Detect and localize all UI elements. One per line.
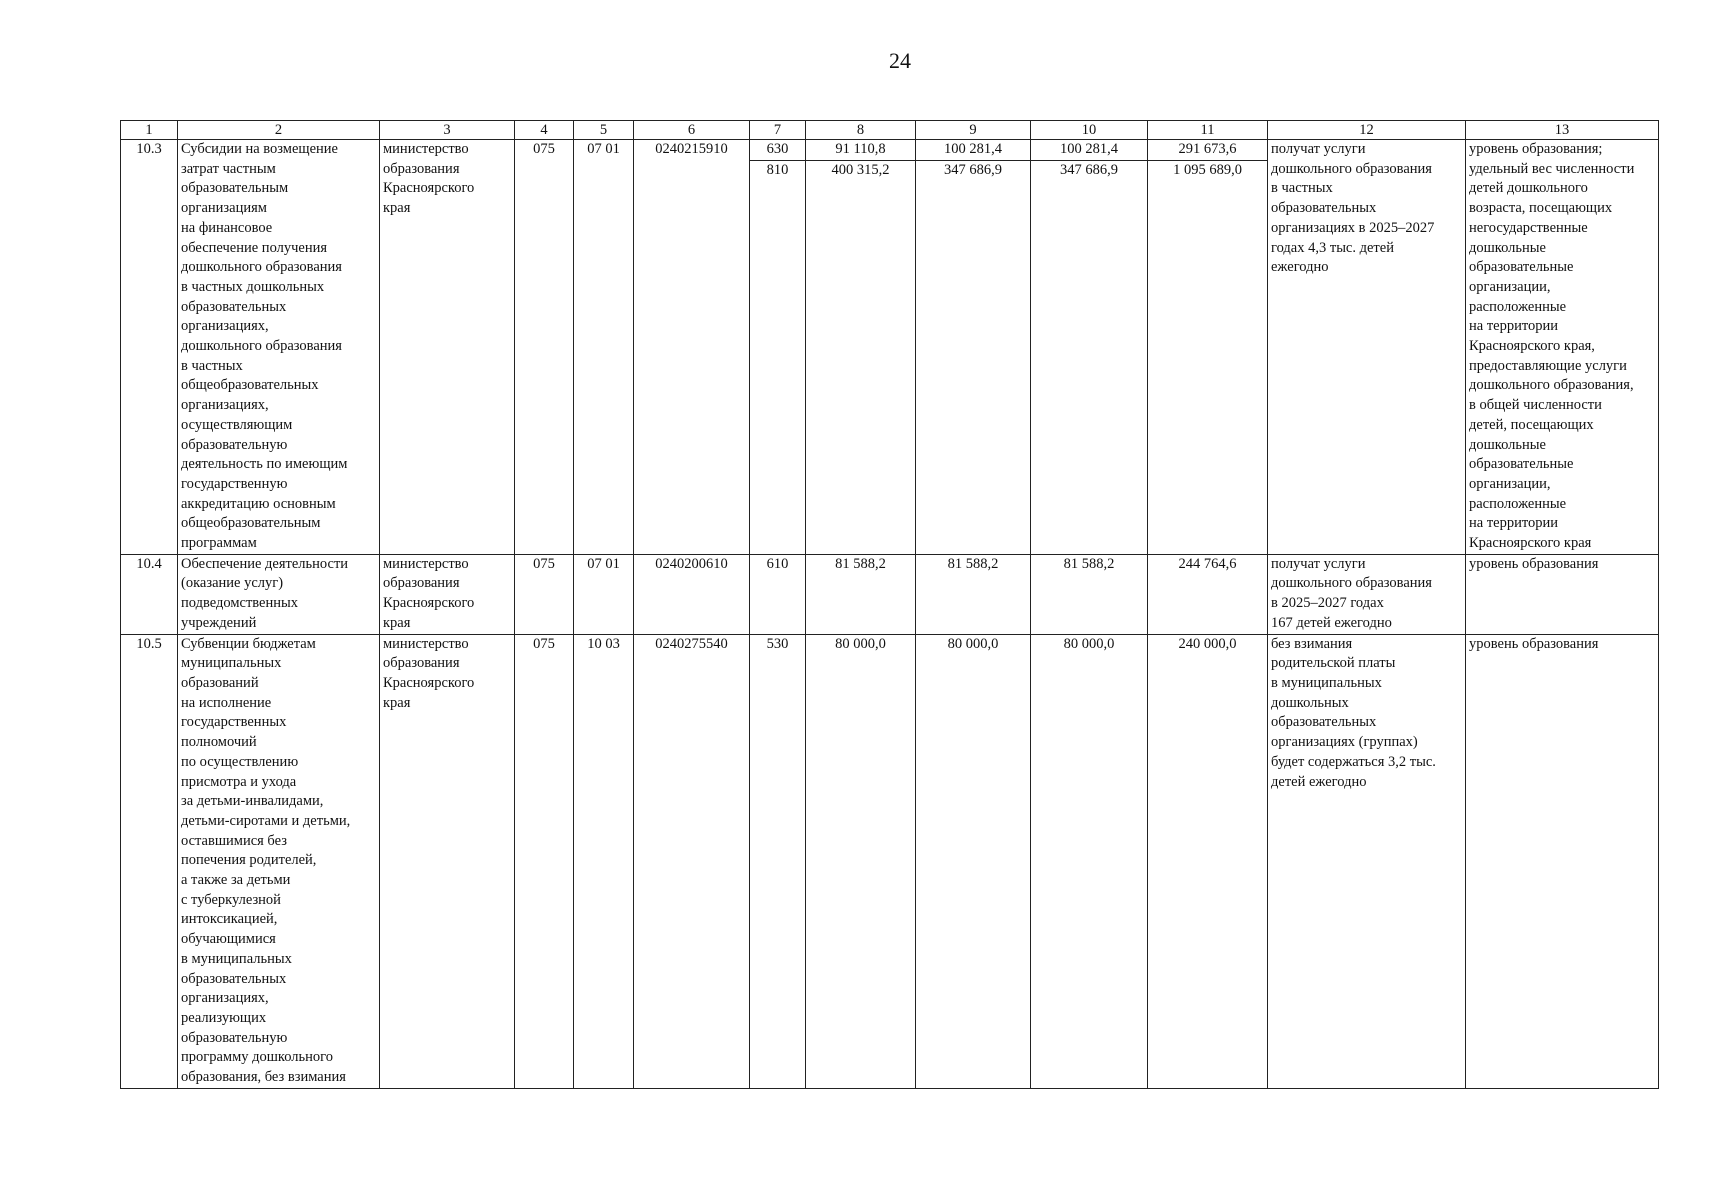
header-row bbox=[121, 121, 1659, 140]
budget-table bbox=[120, 120, 1659, 1089]
csr-code: 0240200610 bbox=[634, 554, 750, 634]
indicator: уровень образования bbox=[1466, 554, 1659, 634]
amount-2026: 81 588,2 bbox=[916, 554, 1031, 634]
amount-total: 240 000,0 bbox=[1148, 634, 1268, 1088]
page-number: 24 bbox=[889, 48, 911, 73]
header-cell: 9 bbox=[916, 121, 1031, 140]
table-row bbox=[121, 140, 1659, 555]
vr-code: 610 bbox=[750, 554, 806, 634]
amount-2025: 400 315,2 bbox=[831, 161, 890, 178]
amount-2026: 347 686,9 bbox=[944, 161, 1002, 178]
header-cell: 11 bbox=[1148, 121, 1268, 140]
amount-2025: 91 110,8 bbox=[806, 140, 915, 161]
header-cell: 12 bbox=[1268, 121, 1466, 140]
amount-2026: 100 281,4 bbox=[916, 140, 1030, 161]
amount-total-cell bbox=[1148, 140, 1268, 555]
vr-code: 530 bbox=[750, 634, 806, 1088]
amount-2027: 347 686,9 bbox=[1060, 161, 1118, 178]
amount-2027: 81 588,2 bbox=[1031, 554, 1148, 634]
amount-2027: 80 000,0 bbox=[1031, 634, 1148, 1088]
rzpr-code: 10 03 bbox=[574, 634, 634, 1088]
header-cell: 7 bbox=[750, 121, 806, 140]
header-cell: 5 bbox=[574, 121, 634, 140]
amount-2026: 80 000,0 bbox=[916, 634, 1031, 1088]
row-number: 10.4 bbox=[121, 554, 178, 634]
csr-code: 0240275540 bbox=[634, 634, 750, 1088]
amount-2027: 100 281,4 bbox=[1031, 140, 1147, 161]
indicator: уровень образования bbox=[1466, 634, 1659, 1088]
expected-result: получат услуги дошкольного образования в частных образовательных организациях в 2025–2027 годах 4,3 тыс. детей ежегодно bbox=[1268, 140, 1466, 555]
rzpr-code: 07 01 bbox=[574, 140, 634, 555]
vr-code-cell bbox=[750, 140, 806, 555]
row-number: 10.5 bbox=[121, 634, 178, 1088]
amount-2025: 80 000,0 bbox=[806, 634, 916, 1088]
ministry: министерство образования Красноярского края bbox=[380, 140, 515, 555]
table-row bbox=[121, 634, 1659, 1088]
amount-2026-cell bbox=[916, 140, 1031, 555]
amount-total: 291 673,6 bbox=[1148, 140, 1267, 161]
ministry: министерство образования Красноярского края bbox=[380, 554, 515, 634]
amount-total: 1 095 689,0 bbox=[1173, 161, 1242, 178]
header-cell: 13 bbox=[1466, 121, 1659, 140]
header-cell: 1 bbox=[121, 121, 178, 140]
rzpr-code: 07 01 bbox=[574, 554, 634, 634]
csr-code: 0240215910 bbox=[634, 140, 750, 555]
activity-name: Субсидии на возмещение затрат частным образовательным организациям на финансовое обеспечение получения дошкольного образования в частных дошкольных образовательных организациях, дошкольного образования в частных общеобразовательных организациях, осуществляющим образовательную деятельность по имеющим государственную аккредитацию основным общеобразовательным программам bbox=[178, 140, 380, 555]
header-cell: 10 bbox=[1031, 121, 1148, 140]
amount-total: 244 764,6 bbox=[1148, 554, 1268, 634]
amount-2027-cell bbox=[1031, 140, 1148, 555]
indicator: уровень образования; удельный вес численности детей дошкольного возраста, посещающих негосударственные дошкольные образовательные организации, расположенные на территории Красноярского края, предоставляющие услуги дошкольного образования, в общей численности детей, посещающих дошкольные образовательные организации, расположенные на территории Красноярского края bbox=[1466, 140, 1659, 555]
ministry: министерство образования Красноярского края bbox=[380, 634, 515, 1088]
amount-2025-cell bbox=[806, 140, 916, 555]
grbs-code: 075 bbox=[515, 634, 574, 1088]
header-cell: 3 bbox=[380, 121, 515, 140]
header-cell: 6 bbox=[634, 121, 750, 140]
table-row bbox=[121, 554, 1659, 634]
header-cell: 2 bbox=[178, 121, 380, 140]
expected-result: получат услуги дошкольного образования в 2025–2027 годах 167 детей ежегодно bbox=[1268, 554, 1466, 634]
expected-result: без взимания родительской платы в муниципальных дошкольных образовательных организациях (группах) будет содержаться 3,2 тыс. детей ежегодно bbox=[1268, 634, 1466, 1088]
header-cell: 8 bbox=[806, 121, 916, 140]
row-number: 10.3 bbox=[121, 140, 178, 555]
amount-2025: 81 588,2 bbox=[806, 554, 916, 634]
grbs-code: 075 bbox=[515, 140, 574, 555]
vr-code: 630 bbox=[750, 140, 805, 161]
activity-name: Обеспечение деятельности (оказание услуг) подведомственных учреждений bbox=[178, 554, 380, 634]
vr-code: 810 bbox=[766, 161, 789, 178]
activity-name: Субвенции бюджетам муниципальных образований на исполнение государственных полномочий по осуществлению присмотра и ухода за детьми-инвалидами, детьми-сиротами и детьми, оставшимися без попечения родителей, а также за детьми с туберкулезной интоксикацией, обучающимися в муниципальных образовательных организациях, реализующих образовательную программу дошкольного образования, без взимания bbox=[178, 634, 380, 1088]
grbs-code: 075 bbox=[515, 554, 574, 634]
header-cell: 4 bbox=[515, 121, 574, 140]
